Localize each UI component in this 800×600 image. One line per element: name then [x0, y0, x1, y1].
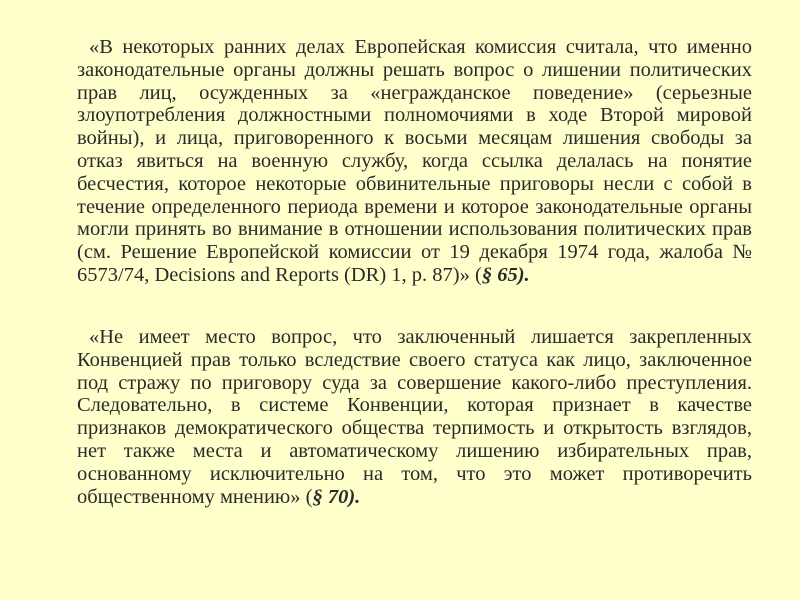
quote-1-text: «В некоторых ранних делах Европейская комиссия считала, что именно законодательные органы должны решать вопрос о лишении политических прав лиц, осужденных за «негражданское поведение» (серьезные злоупотребления должностными полномочиями в ходе Второй мировой войны), и лица, приговоренного к восьми месяцам лишения свободы за отказ явиться на военную службу, когда ссылка делалась на понятие бесчестия, которое некоторые обвинительные приговоры несли с собой в течение определенного периода времени и которое законодательные органы могли принять во внимание в отношении использования политических прав (см. Решение Европейской комиссии от 19 декабря 1974 года, жалоба № 6573/74, Decisions and Reports (DR) 1, p. 87)» ( [77, 36, 752, 286]
quote-paragraph-1 [77, 36, 752, 287]
quote-1-reference: § 65). [481, 263, 530, 286]
quote-2-text: «Не имеет место вопрос, что заключенный лишается закрепленных Конвенцией прав только вследствие своего статуса как лицо, заключенное под стражу по приговору суда за совершение какого-либо преступления. Следовательно, в системе Конвенции, которая признает в качестве признаков демократического общества терпимость и открытость взглядов, нет также места и автоматическому лишению избирательных прав, основанному исключительно на том, что это может противоречить общественному мнению» ( [77, 326, 752, 508]
quote-paragraph-2 [77, 326, 752, 508]
quote-2-reference: § 70). [312, 485, 361, 508]
